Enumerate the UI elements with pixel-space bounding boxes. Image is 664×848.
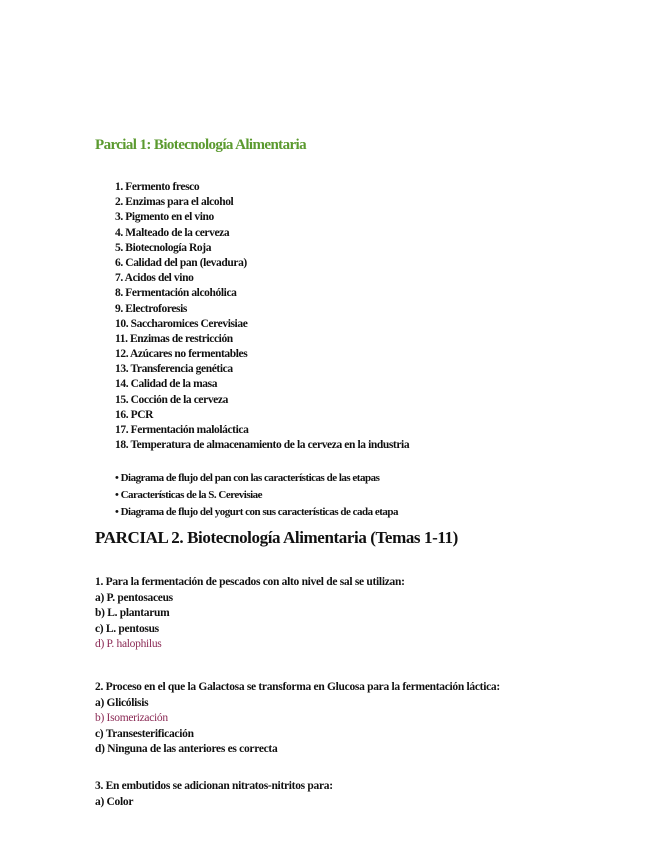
- answer-option: a) P. pentosaceus: [95, 592, 173, 605]
- list-item: 6. Calidad del pan (levadura): [115, 256, 247, 269]
- parcial1-bullet-list: [115, 470, 398, 521]
- list-item: 11. Enzimas de restricción: [115, 332, 233, 345]
- list-item: 2. Enzimas para el alcohol: [115, 196, 234, 209]
- list-item: 9. Electroforesis: [115, 302, 187, 315]
- bullet-item: • Características de la S. Cerevisiae: [115, 487, 398, 504]
- question-1: [95, 575, 405, 652]
- bullet-item: • Diagrama de flujo del pan con las características de las etapas: [115, 470, 398, 487]
- list-item: 14. Calidad de la masa: [115, 378, 218, 391]
- list-item: 10. Saccharomices Cerevisiae: [115, 317, 248, 330]
- question-text: 3. En embutidos se adicionan nitratos-nitritos para:: [95, 780, 333, 792]
- answer-option-highlighted: d) P. halophilus: [95, 637, 162, 650]
- parcial2-title: PARCIAL 2. Biotecnología Alimentaria (Temas 1-11): [95, 528, 458, 547]
- list-item: 8. Fermentación alcohólica: [115, 287, 237, 300]
- list-item: 13. Transferencia genética: [115, 363, 233, 376]
- list-item: 15. Cocción de la cerveza: [115, 393, 228, 406]
- list-item: 7. Acidos del vino: [115, 272, 194, 285]
- answer-option-highlighted: b) Isomerización: [95, 712, 168, 725]
- list-item: 1. Fermento fresco: [115, 181, 200, 193]
- bullet-item: • Diagrama de flujo del yogurt con sus características de cada etapa: [115, 504, 398, 521]
- list-item: 5. Biotecnología Roja: [115, 241, 212, 254]
- list-item: 18. Temperatura de almacenamiento de la cerveza en la industria: [115, 439, 410, 452]
- list-item: 12. Azúcares no fermentables: [115, 348, 248, 361]
- question-3: [95, 779, 333, 810]
- list-item: 3. Pigmento en el vino: [115, 211, 214, 224]
- list-item: 16. PCR: [115, 408, 154, 421]
- question-2: [95, 680, 500, 757]
- question-text: 1. Para la fermentación de pescados con alto nivel de sal se utilizan:: [95, 576, 405, 588]
- answer-option: c) L. pentosus: [95, 622, 159, 635]
- list-item: 17. Fermentación maloláctica: [115, 424, 249, 436]
- answer-option: a) Color: [95, 796, 134, 809]
- parcial1-topic-list: [115, 180, 409, 453]
- answer-option: d) Ninguna de las anteriores es correcta: [95, 742, 278, 755]
- parcial1-title: Parcial 1: Biotecnología Alimentaria: [95, 137, 307, 153]
- answer-option: a) Glicólisis: [95, 697, 149, 710]
- answer-option: b) L. plantarum: [95, 607, 170, 620]
- list-item: 4. Malteado de la cerveza: [115, 226, 230, 239]
- question-text: 2. Proceso en el que la Galactosa se transforma en Glucosa para la fermentación láctica:: [95, 681, 500, 693]
- answer-option: c) Transesterificación: [95, 727, 194, 740]
